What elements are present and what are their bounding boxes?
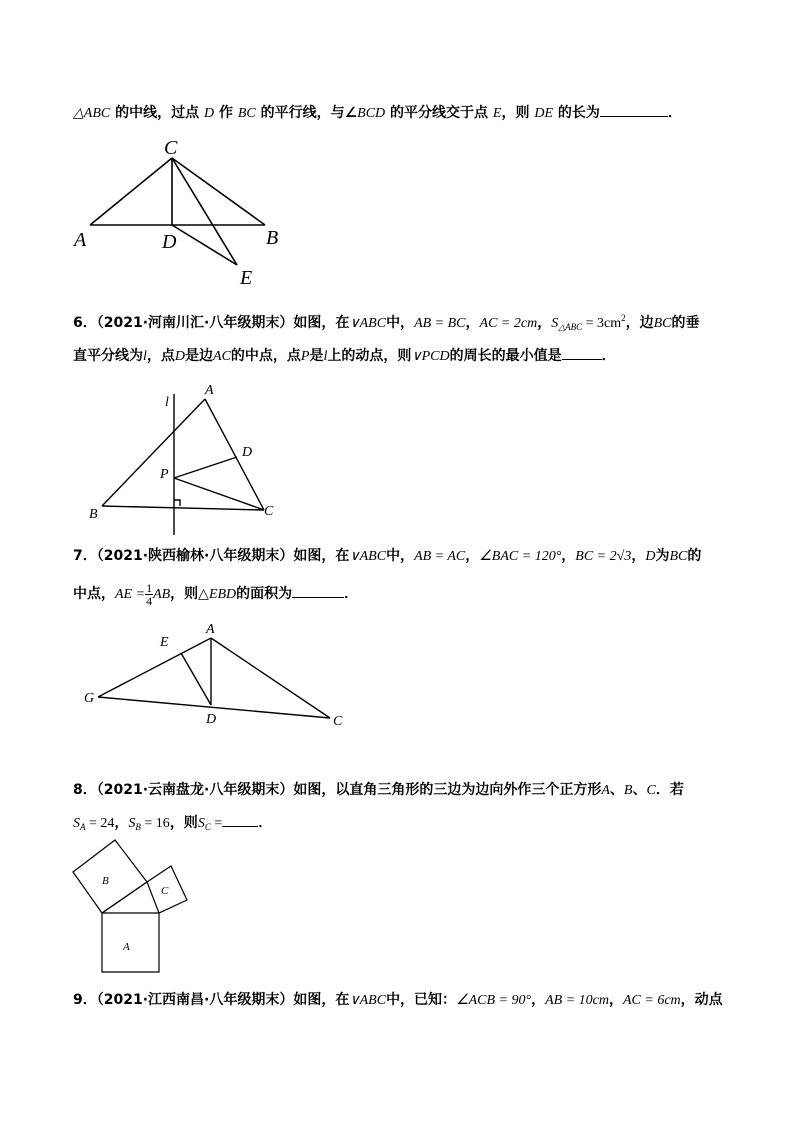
q7-text-line-2: 中点，AE = $\frac{1}{4}$ AB，则△EBD的面积为 ． [73, 580, 359, 608]
q7-label-a: A [206, 622, 215, 637]
q7-answer-blank [292, 583, 344, 598]
q5-segment-cb [172, 158, 265, 225]
q8-square-b [73, 840, 147, 913]
q7-label-d: D [206, 712, 217, 727]
q5-answer-blank [600, 102, 668, 117]
q8-label-a: A [123, 941, 130, 953]
q8-source: （2021·云南盘龙·八年级期末） [96, 782, 294, 798]
q5-label-d: D [162, 231, 177, 253]
q5-segment-ce [172, 158, 237, 265]
q6-segment-pc [174, 478, 264, 510]
q5-label-a: A [74, 229, 87, 251]
q8-label-c: C [161, 885, 169, 897]
q7-label-c: C [333, 714, 343, 729]
q6-label-d: D [242, 445, 253, 460]
q6-figure [85, 380, 295, 540]
q7-segment-ed [181, 653, 211, 705]
q5-segment-de [172, 225, 237, 265]
q6-label-p: P [160, 467, 169, 482]
q6-segment-ac [205, 399, 264, 510]
q8-square-a [102, 913, 159, 972]
q6-segment-ab [102, 399, 205, 506]
q5-label-b: B [266, 227, 279, 249]
q5-figure [70, 132, 310, 292]
q6-label-l: l [165, 395, 169, 410]
q9-text-line-1: 9．（2021·江西南昌·八年级期末）如图，在∨ABC中，已知：∠ACB = 90°，AB = 10cm，AC = 6cm，动点 [73, 992, 723, 1008]
q6-text-line-1: 6．（2021·河南川汇·八年级期末）如图，在∨ABC中，AB = BC，AC = 2cm，$S_{\triangle ABC} = 3cm^2$，边BC的垂 [73, 313, 700, 332]
q8-label-b: B [102, 875, 109, 887]
q9-number: 9． [73, 992, 97, 1008]
q6-label-b: B [89, 507, 98, 522]
q5-label-c: C [164, 137, 178, 159]
q8-number: 8． [73, 782, 97, 798]
q6-number: 6． [73, 315, 97, 331]
q5-text-line: △ABC 的中线，过点 D 作 BC 的平行线，与∠BCD 的平分线交于点 E，则 DE 的长为 ． [73, 102, 682, 124]
q6-label-c: C [264, 504, 274, 519]
q8-hyp-triangle-side [102, 882, 147, 913]
q7-text-line-1: 7．（2021·陕西榆林·八年级期末）如图，在∨ABC中，AB = AC，∠BAC = 120°，BC = 2√3，D为BC的 [73, 548, 702, 564]
q8-text-line-1: 8．（2021·云南盘龙·八年级期末）如图，以直角三角形的三边为边向外作三个正方形A、B、C．若 [73, 782, 684, 798]
q6-label-a: A [205, 383, 214, 398]
q8-figure [70, 838, 210, 978]
q6-answer-blank [562, 345, 602, 360]
q7-figure [80, 618, 360, 738]
q7-label-g: G [84, 691, 95, 706]
q5-segment-ca [90, 158, 172, 225]
q5-label-e: E [240, 267, 253, 289]
q7-number: 7． [73, 548, 97, 564]
q6-source: （2021·河南川汇·八年级期末） [96, 315, 294, 331]
q8-text-line-2: $S_A = 24$，$S_B = 16$，则$S_C$ = ． [73, 812, 272, 837]
q6-text-line-2: 直平分线为l，点D是边AC的中点，点P是l上的动点，则∨PCD的周长的最小值是 ． [73, 345, 616, 367]
q8-answer-blank [222, 812, 258, 827]
q7-label-e: E [160, 635, 169, 650]
q6-segment-pd [174, 457, 237, 478]
q7-segment-ac [211, 638, 330, 718]
q9-source: （2021·江西南昌·八年级期末） [96, 992, 294, 1008]
q5-triangle-abc: △ABC [73, 106, 111, 121]
q7-segment-ga [98, 638, 211, 697]
q7-fraction: $\frac{1}{4}$ [146, 580, 153, 608]
q6-segment-bc [102, 506, 264, 510]
q7-source: （2021·陕西榆林·八年级期末） [96, 548, 294, 564]
q6-right-angle-mark [174, 500, 180, 506]
